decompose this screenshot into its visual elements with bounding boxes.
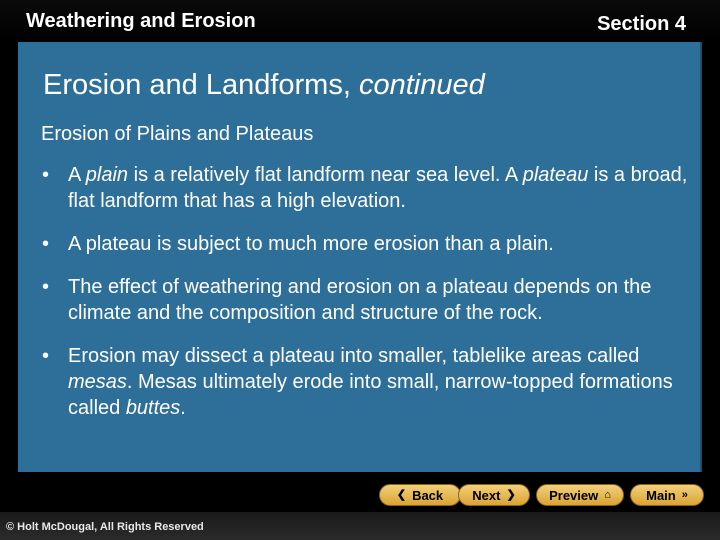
bullet-term: mesas (68, 371, 127, 393)
double-chevron-right-icon: » (681, 488, 688, 501)
copyright-text: © Holt McDougal, All Rights Reserved (6, 521, 204, 533)
back-label: Back (412, 487, 444, 503)
bullet-text: . Mesas ultimately erode into small, narrow-topped formations called (68, 371, 673, 419)
slide-title-continued: continued (358, 69, 485, 101)
bullet-dot-icon: • (42, 233, 50, 255)
bullet-term: plain (85, 164, 129, 186)
main-label: Main (646, 487, 676, 503)
bullet-term: buttes (125, 397, 181, 419)
main-button[interactable] (630, 484, 704, 506)
bullet-text: Erosion may dissect a plateau into smaller, tablelike areas called (68, 345, 640, 367)
bullet-item (40, 231, 695, 257)
bullet-list (40, 162, 695, 438)
next-label: Next (472, 487, 501, 503)
bullet-text: . (180, 397, 186, 419)
home-icon: ⌂ (604, 488, 611, 501)
slide-content (18, 42, 702, 472)
preview-button[interactable] (536, 484, 624, 506)
bullet-term: plateau (522, 164, 589, 186)
bullet-text: A (68, 164, 86, 186)
bullet-text: is a broad, flat landform that has a high elevation. (68, 164, 688, 212)
bullet-item (40, 343, 695, 421)
bullet-text: The effect of weathering and erosion on a plateau depends on the climate and the composition and structure of the rock. (68, 276, 652, 324)
preview-label: Preview (549, 487, 599, 503)
slide-title (43, 69, 485, 102)
bullet-dot-icon: • (42, 164, 50, 186)
section-label: Section 4 (597, 13, 686, 35)
bullet-item (40, 274, 695, 326)
bullet-item (40, 162, 695, 214)
chapter-title: Weathering and Erosion (26, 10, 256, 32)
next-button[interactable] (458, 484, 530, 506)
bullet-dot-icon: • (42, 345, 50, 367)
chevron-right-icon: ❯ (506, 488, 516, 501)
chevron-left-icon: ❮ (396, 488, 407, 501)
bullet-dot-icon: • (42, 276, 50, 298)
bullet-text: is a relatively flat landform near sea level. A (128, 164, 523, 186)
slide-title-main: Erosion and Landforms, (43, 69, 359, 101)
back-button[interactable] (379, 484, 461, 506)
slide-subheading: Erosion of Plains and Plateaus (41, 123, 314, 145)
slide-header (0, 0, 720, 42)
bullet-text: A plateau is subject to much more erosion than a plain. (68, 233, 554, 255)
